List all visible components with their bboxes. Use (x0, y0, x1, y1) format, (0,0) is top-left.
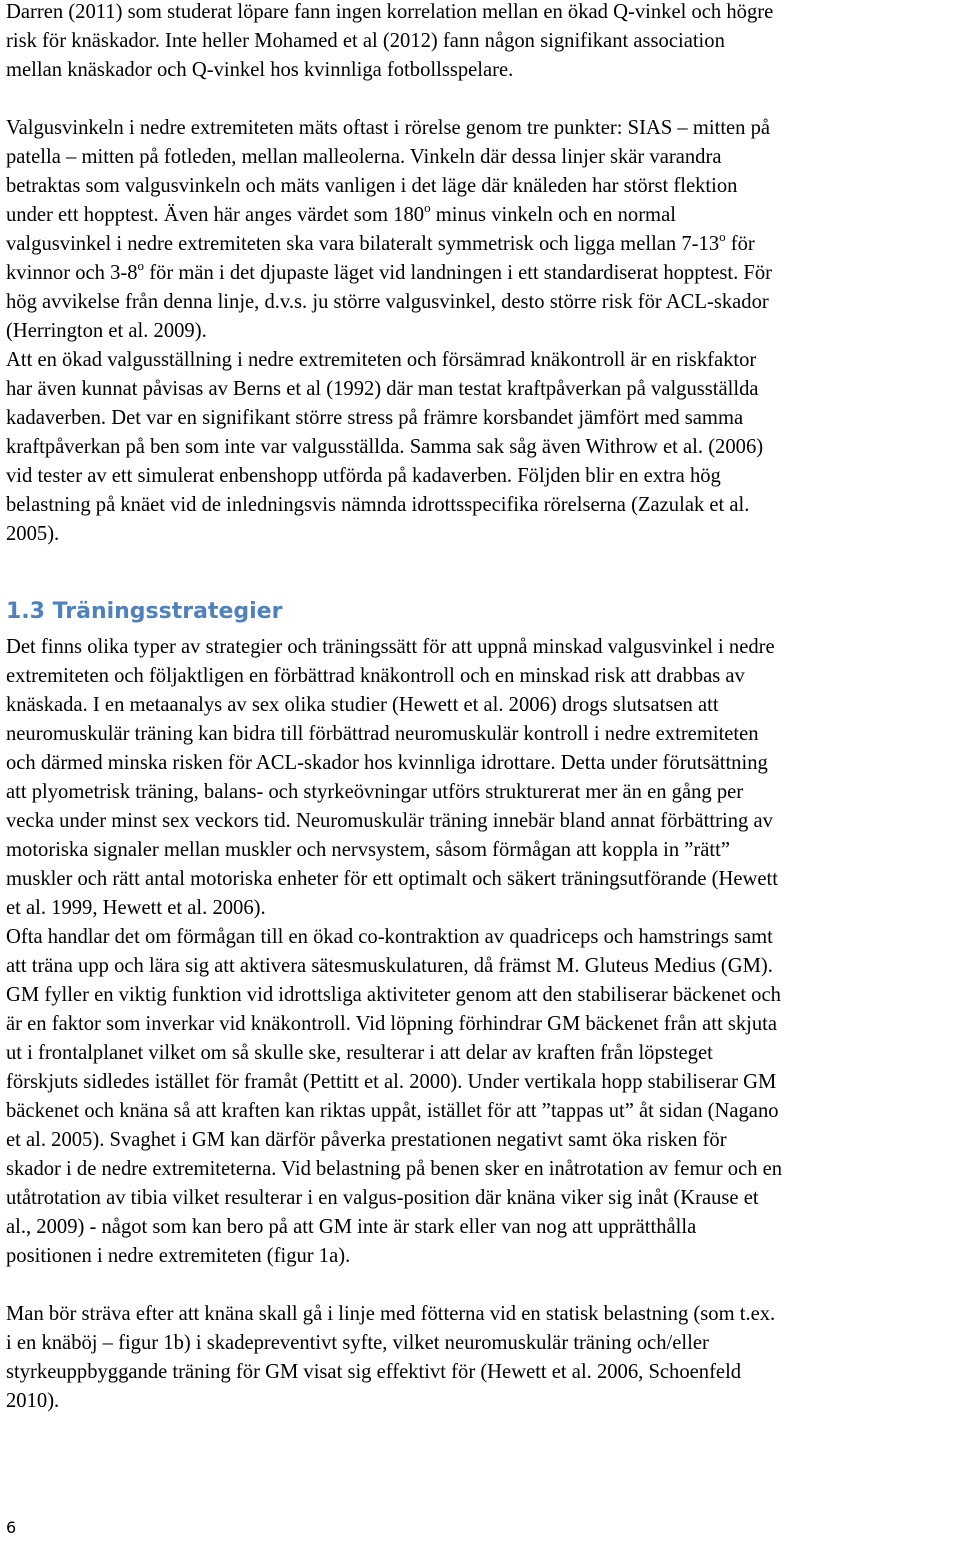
text-line: patella – mitten på fotleden, mellan malleolerna. Vinkeln där dessa linjer skär varandra (6, 146, 722, 168)
text-line (6, 230, 956, 259)
text-line: utåtrotation av tibia vilket resulterar i en valgus-position där knäna viker sig inåt (Krause et (6, 1187, 759, 1209)
text-line: extremiteten och följaktligen en förbättrad knäkontroll och en minskad risk att drabbas av (6, 665, 745, 687)
text-line: Man bör sträva efter att knäna skall gå i linje med fötterna vid en statisk belastning (som t.ex. (6, 1303, 776, 1325)
text-line: Ofta handlar det om förmågan till en ökad co-kontraktion av quadriceps och hamstrings samt (6, 926, 773, 948)
paragraph-intro (6, 0, 956, 85)
text-line: neuromuskulär träning kan bidra till förbättrad neuromuskulär kontroll i nedre extremiteten (6, 723, 759, 745)
text-segment: kvinnor och 3-8 (6, 262, 138, 284)
text-line: styrkeuppbyggande träning för GM visat sig effektivt för (Hewett et al. 2006, Schoenfeld (6, 1361, 742, 1383)
text-line: positionen i nedre extremiteten (figur 1a). (6, 1245, 351, 1267)
text-segment: minus vinkeln och en normal (430, 204, 676, 226)
degree-superscript: o (137, 258, 145, 274)
text-line (6, 259, 956, 288)
text-line: förskjuts sidledes istället för framåt (Pettitt et al. 2000). Under vertikala hopp stabiliserar GM (6, 1071, 777, 1093)
text-line: al., 2009) - något som kan bero på att GM inte är stark eller van nog att upprätthålla (6, 1216, 697, 1238)
degree-superscript: o (424, 200, 431, 216)
text-line: GM fyller en viktig funktion vid idrottsliga aktiviteter genom att den stabiliserar bäckenet och (6, 984, 781, 1006)
text-line: mellan knäskador och Q-vinkel hos kvinnliga fotbollsspelare. (6, 59, 514, 81)
text-line: hög avvikelse från denna linje, d.v.s. ju större valgusvinkel, desto större risk för ACL-skador (6, 291, 769, 313)
text-line: i en knäböj – figur 1b) i skadepreventivt syfte, vilket neuromuskulär träning och/eller (6, 1332, 709, 1354)
text-line: et al. 1999, Hewett et al. 2006). (6, 897, 266, 919)
degree-superscript: o (719, 229, 726, 245)
text-line: knäskada. I en metaanalys av sex olika studier (Hewett et al. 2006) drogs slutsatsen att (6, 694, 719, 716)
text-line: Darren (2011) som studerat löpare fann ingen korrelation mellan en ökad Q-vinkel och högre (6, 1, 774, 23)
text-line: belastning på knäet vid de inledningsvis nämnda idrottsspecifika rörelserna (Zazulak et al. (6, 494, 750, 516)
paragraph-gluteus-medius (6, 923, 956, 1271)
text-line: Det finns olika typer av strategier och träningssätt för att uppnå minskad valgusvinkel i nedre (6, 636, 775, 658)
section-title: Träningsstrategier (52, 599, 283, 624)
text-line: betraktas som valgusvinkeln och mäts vanligen i det läge där knäleden har störst flektion (6, 175, 738, 197)
text-line: 2005). (6, 523, 60, 545)
text-line: kadaverben. Det var en signifikant större stress på främre korsbandet jämfört med samma (6, 407, 744, 429)
text-segment: för (725, 233, 755, 255)
paragraph-knee-alignment (6, 1300, 956, 1416)
text-line: skador i de nedre extremiteterna. Vid belastning på benen sker en inåtrotation av femur och en (6, 1158, 783, 1180)
text-line: kraftpåverkan på ben som inte var valgusställda. Samma sak såg även Withrow et al. (2006) (6, 436, 764, 458)
text-line: är en faktor som inverkar vid knäkontroll. Vid löpning förhindrar GM bäckenet från att skjuta (6, 1013, 778, 1035)
text-segment: under ett hopptest. Även här anges värdet som 180 (6, 204, 425, 226)
text-line: bäckenet och knäna så att kraften kan riktas uppåt, istället för att ”tappas ut” åt sidan (Nagano (6, 1100, 779, 1122)
text-line: motoriska signaler mellan muskler och nervsystem, såsom förmågan att koppla in ”rätt” (6, 839, 731, 861)
paragraph-valgus-risk (6, 346, 956, 549)
text-line: och därmed minska risken för ACL-skador hos kvinnliga idrottare. Detta under förutsättning (6, 752, 768, 774)
text-line (6, 201, 956, 230)
page-number: 6 (6, 1518, 17, 1537)
text-line: risk för knäskador. Inte heller Mohamed et al (2012) fann någon signifikant association (6, 30, 725, 52)
section-number: 1.3 (6, 599, 45, 624)
text-line: 2010). (6, 1390, 60, 1412)
section-heading (6, 597, 282, 627)
paragraph-valgus-measurement (6, 114, 956, 346)
text-line: vecka under minst sex veckors tid. Neuromuskulär träning innebär bland annat förbättring av (6, 810, 773, 832)
text-line: att träna upp och lära sig att aktivera sätesmuskulaturen, då främst M. Gluteus Medius (GM). (6, 955, 773, 977)
text-line: (Herrington et al. 2009). (6, 320, 207, 342)
paragraph-training-strategies (6, 633, 956, 923)
text-segment: för män i det djupaste läget vid landningen i ett standardiserat hopptest. För (144, 262, 773, 284)
text-segment: valgusvinkel i nedre extremiteten ska vara bilateralt symmetrisk och ligga mellan 7-13 (6, 233, 720, 255)
text-line: ut i frontalplanet vilket om så skulle ske, resulterar i att delar av kraften från löpsteget (6, 1042, 713, 1064)
text-line: Att en ökad valgusställning i nedre extremiteten och försämrad knäkontroll är en riskfaktor (6, 349, 757, 371)
text-line: et al. 2005). Svaghet i GM kan därför påverka prestationen negativt samt öka risken för (6, 1129, 727, 1151)
text-line: vid tester av ett simulerat enbenshopp utförda på kadaverben. Följden blir en extra hög (6, 465, 721, 487)
text-line: har även kunnat påvisas av Berns et al (1992) där man testat kraftpåverkan på valgusställda (6, 378, 759, 400)
text-line: Valgusvinkeln i nedre extremiteten mäts oftast i rörelse genom tre punkter: SIAS – mitten på (6, 117, 771, 139)
text-line: att plyometrisk träning, balans- och styrkeövningar utförs strukturerat mer än en gång per (6, 781, 744, 803)
text-line: muskler och rätt antal motoriska enheter för ett optimalt och säkert träningsutförande (Hewett (6, 868, 779, 890)
